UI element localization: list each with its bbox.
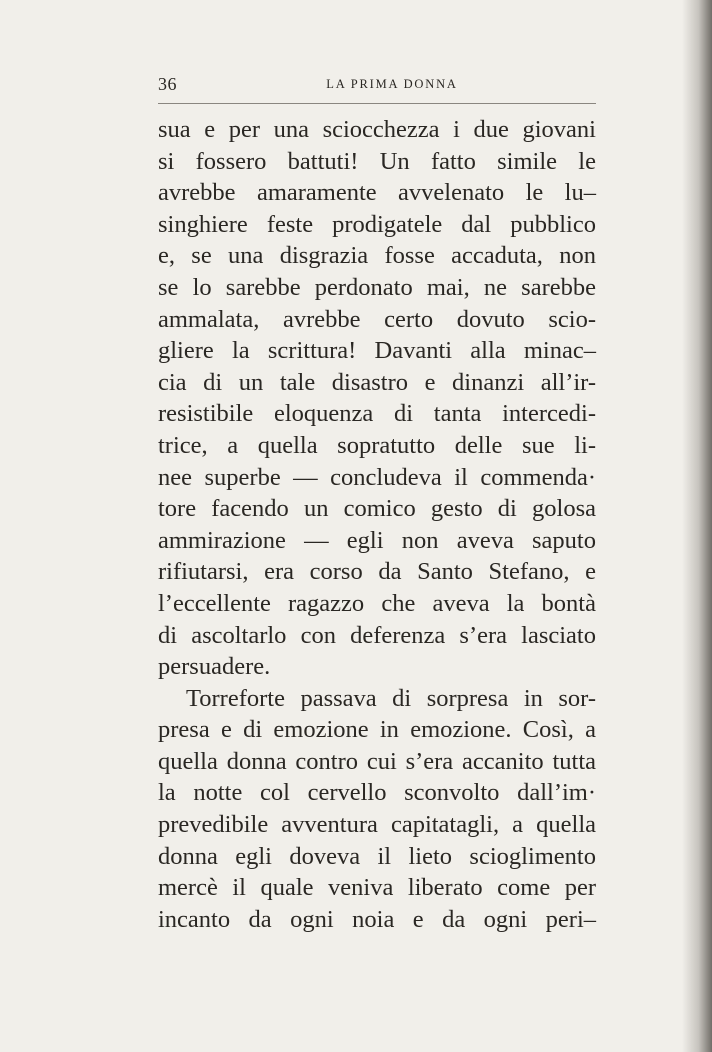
text-line: rifiutarsi, era corso da Santo Stefano, e (158, 558, 596, 586)
text-line: avrebbe amaramente avvelenato le lu– (158, 179, 596, 207)
text-line: cia di un tale disastro e dinanzi all’ir- (158, 368, 596, 396)
text-line: mercè il quale veniva liberato come per (158, 874, 596, 902)
text-line: gliere la scrittura! Davanti alla minac– (158, 337, 596, 365)
body-text (158, 114, 596, 935)
running-title: LA PRIMA DONNA (326, 77, 458, 91)
text-line: ammalata, avrebbe certo dovuto scio- (158, 305, 596, 333)
text-line: singhiere feste prodigatele dal pubblico (158, 210, 596, 238)
text-line: se lo sarebbe perdonato mai, ne sarebbe (158, 273, 596, 301)
text-line: incanto da ogni noia e da ogni peri– (158, 905, 596, 933)
text-line: e, se una disgrazia fosse accaduta, non (158, 242, 596, 270)
page-number: 36 (158, 74, 177, 94)
paragraph-end-line: persuadere. (158, 653, 271, 681)
paragraph-start-line: Torreforte passava di sorpresa in sor- (186, 684, 596, 712)
text-line: trice, a quella sopratutto delle sue li- (158, 431, 596, 459)
text-line: prevedibile avventura capitatagli, a quella (158, 811, 596, 839)
text-line: tore facendo un comico gesto di golosa (158, 495, 596, 523)
text-line: presa e di emozione in emozione. Così, a (158, 716, 596, 744)
header-rule (158, 103, 596, 104)
text-line: quella donna contro cui s’era accanito tutta (158, 747, 596, 775)
text-line: si fossero battuti! Un fatto simile le (158, 147, 596, 175)
text-line: nee superbe — concludeva il commenda· (158, 463, 596, 491)
text-line: sua e per una sciocchezza i due giovani (158, 116, 596, 143)
text-line: ammirazione — egli non aveva saputo (158, 526, 596, 554)
text-line: di ascoltarlo con deferenza s’era lasciato (158, 621, 596, 649)
page-edge-shadow (682, 0, 712, 1052)
text-line: donna egli doveva il lieto scioglimento (158, 842, 596, 870)
text-line: la notte col cervello sconvolto dall’im· (158, 779, 596, 807)
page-header (158, 70, 596, 100)
text-line: l’eccellente ragazzo che aveva la bontà (158, 589, 596, 617)
text-line: resistibile eloquenza di tanta intercedi- (158, 400, 596, 428)
